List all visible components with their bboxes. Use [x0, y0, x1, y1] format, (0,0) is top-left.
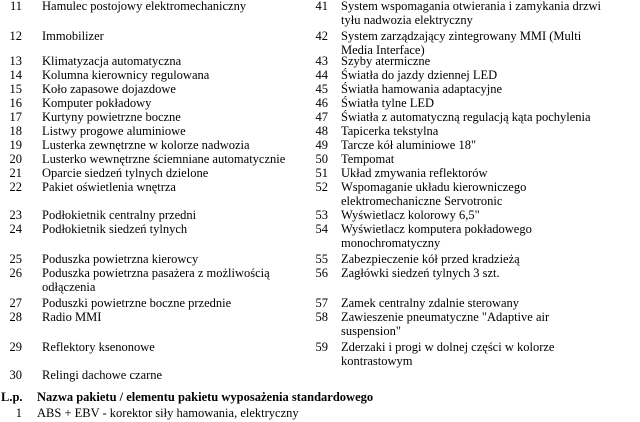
- footer-item-number: 1: [15, 406, 22, 420]
- item-number: 17: [9, 110, 22, 124]
- item-label: Poduszki powietrzne boczne przednie: [42, 296, 232, 310]
- item-label: Światła tylne LED: [341, 96, 435, 110]
- item-label: Media Interface): [341, 43, 425, 57]
- item-label: System wspomagania otwierania i zamykania drzwi: [341, 0, 601, 13]
- item-label: Pakiet oświetlenia wnętrza: [42, 180, 176, 194]
- item-number: 48: [315, 124, 328, 138]
- item-label: Układ zmywania reflektorów: [341, 166, 488, 180]
- section-title: Nazwa pakietu / elementu pakietu wyposażenia standardowego: [37, 390, 374, 404]
- item-label: Wyświetlacz kolorowy 6,5": [341, 208, 480, 222]
- item-number: 28: [9, 310, 22, 324]
- item-label: Lusterka zewnętrzne w kolorze nadwozia: [42, 138, 250, 152]
- item-number: 46: [315, 96, 328, 110]
- item-label: Radio MMI: [42, 310, 102, 324]
- item-number: 59: [315, 340, 328, 354]
- item-label: Oparcie siedzeń tylnych dzielone: [42, 166, 209, 180]
- item-label: Komputer pokładowy: [42, 96, 152, 110]
- item-number: 21: [9, 166, 22, 180]
- item-label: Szyby atermiczne: [341, 54, 431, 68]
- item-number: 27: [9, 296, 22, 310]
- item-label: Wspomaganie układu kierowniczego: [341, 180, 527, 194]
- item-label: Zawieszenie pneumatyczne "Adaptive air: [341, 310, 550, 324]
- item-label: System zarządzający zintegrowany MMI (Multi: [341, 29, 582, 43]
- item-label: elektromechaniczne Servotronic: [341, 194, 503, 208]
- item-number: 25: [9, 252, 22, 266]
- item-number: 50: [315, 152, 328, 166]
- item-number: 58: [315, 310, 328, 324]
- item-label: Światła do jazdy dziennej LED: [341, 68, 498, 82]
- item-label: monochromatyczny: [341, 236, 441, 250]
- item-number: 12: [9, 29, 22, 43]
- item-number: 53: [315, 208, 328, 222]
- item-label: Kolumna kierownicy regulowana: [42, 68, 210, 82]
- item-label: Zderzaki i progi w dolnej części w kolorze: [341, 340, 555, 354]
- item-number: 41: [315, 0, 328, 13]
- item-number: 54: [315, 222, 328, 236]
- item-number: 45: [315, 82, 328, 96]
- item-label: kontrastowym: [341, 354, 413, 368]
- item-number: 44: [315, 68, 328, 82]
- footer-item-text: ABS + EBV - korektor siły hamowania, elektryczny: [37, 406, 299, 420]
- item-label: Zamek centralny zdalnie sterowany: [341, 296, 520, 310]
- item-number: 16: [9, 96, 22, 110]
- item-number: 22: [9, 180, 22, 194]
- item-number: 51: [315, 166, 328, 180]
- item-number: 20: [9, 152, 22, 166]
- item-number: 55: [315, 252, 328, 266]
- item-number: 26: [9, 266, 22, 280]
- item-number: 29: [9, 340, 22, 354]
- item-label: odłączenia: [42, 280, 96, 294]
- item-label: Tempomat: [341, 152, 395, 166]
- item-number: 52: [315, 180, 328, 194]
- item-label: Koło zapasowe dojazdowe: [42, 82, 176, 96]
- item-label: Światła z automatyczną regulacją kąta pochylenia: [341, 110, 591, 124]
- item-label: Reflektory ksenonowe: [42, 340, 155, 354]
- lp-header: L.p.: [1, 390, 23, 404]
- item-number: 19: [9, 138, 22, 152]
- item-label: Immobilizer: [42, 29, 104, 43]
- item-label: Tarcze kół aluminiowe 18": [341, 138, 477, 152]
- item-label: tyłu nadwozia elektryczny: [341, 13, 473, 27]
- item-label: Tapicerka tekstylna: [341, 124, 439, 138]
- item-label: Poduszka powietrzna kierowcy: [42, 252, 199, 266]
- item-label: Relingi dachowe czarne: [42, 368, 163, 382]
- item-number: 30: [9, 368, 22, 382]
- item-label: Światła hamowania adaptacyjne: [341, 82, 503, 96]
- item-label: Podłokietnik centralny przedni: [42, 208, 197, 222]
- item-label: Listwy progowe aluminiowe: [42, 124, 186, 138]
- item-number: 13: [9, 54, 22, 68]
- item-label: Wyświetlacz komputera pokładowego: [341, 222, 532, 236]
- item-number: 47: [315, 110, 328, 124]
- item-label: Podłokietnik siedzeń tylnych: [42, 222, 188, 236]
- item-label: Poduszka powietrzna pasażera z możliwością: [42, 266, 270, 280]
- item-number: 49: [315, 138, 328, 152]
- item-number: 24: [9, 222, 22, 236]
- item-label: Lusterko wewnętrzne ściemniane automatycznie: [42, 152, 286, 166]
- item-number: 14: [9, 68, 22, 82]
- item-label: Klimatyzacja automatyczna: [42, 54, 182, 68]
- item-number: 42: [315, 29, 328, 43]
- item-label: suspension": [341, 324, 401, 338]
- item-number: 56: [315, 266, 328, 280]
- item-label: Zabezpieczenie kół przed kradzieżą: [341, 252, 520, 266]
- item-number: 18: [9, 124, 22, 138]
- item-label: Kurtyny powietrzne boczne: [42, 110, 181, 124]
- item-number: 43: [315, 54, 328, 68]
- item-label: Hamulec postojowy elektromechaniczny: [42, 0, 247, 13]
- item-number: 15: [9, 82, 22, 96]
- item-label: Zagłówki siedzeń tylnych 3 szt.: [341, 266, 500, 280]
- item-number: 23: [9, 208, 22, 222]
- item-number: 57: [315, 296, 328, 310]
- item-number: 11: [9, 0, 22, 13]
